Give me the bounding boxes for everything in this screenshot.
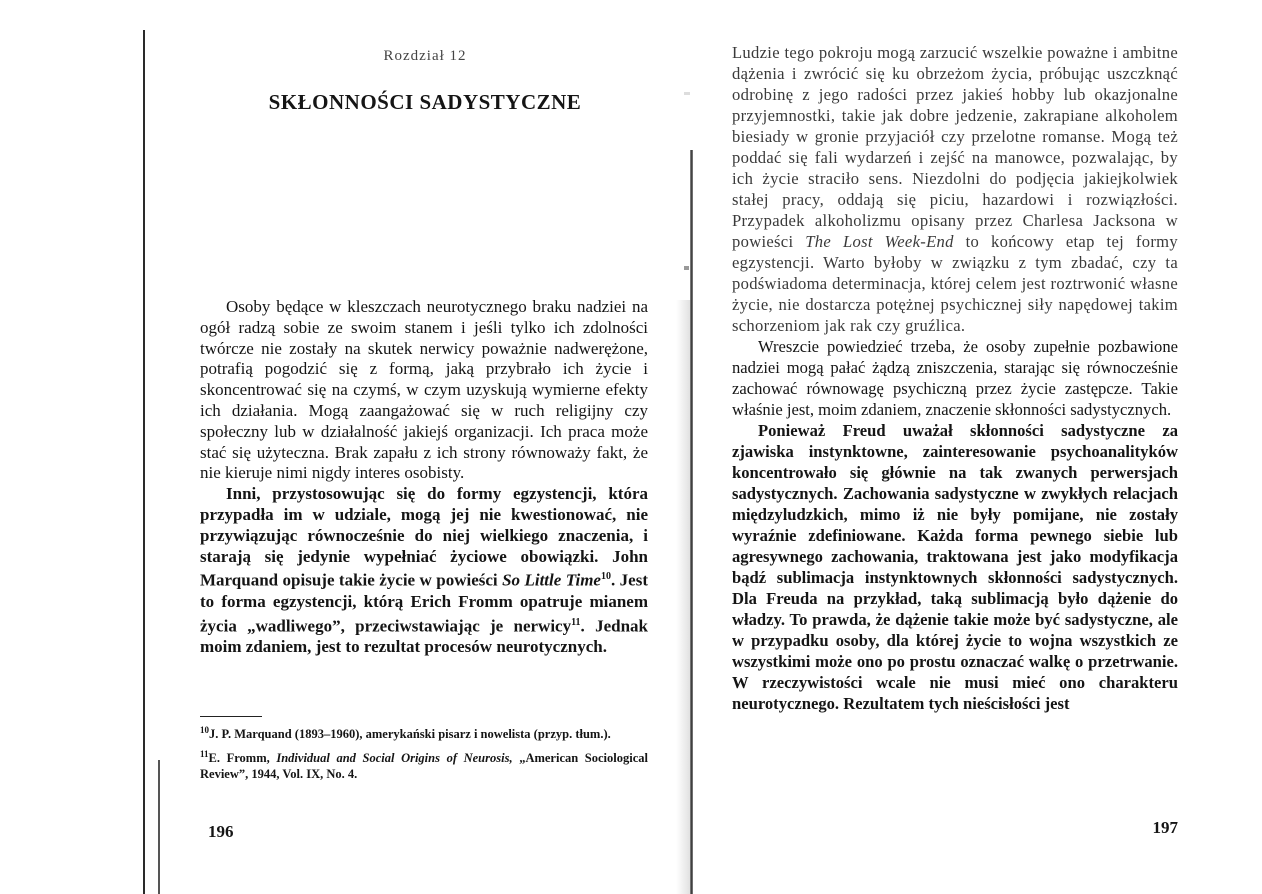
- footnote-number: 11: [200, 749, 209, 760]
- left-paragraph-2-text-b: . Jest to forma egzystencji, którą Erich Fromm opatruje mianem życia „wadliwego”, przeciwstawiając je nerwicy: [200, 571, 648, 636]
- left-page-edge-inner: [158, 760, 160, 894]
- book-title-lost-weekend: The Lost Week-End: [805, 232, 954, 251]
- left-page-body: [200, 297, 648, 658]
- footnote-italic-title: Individual and Social Origins of Neurosis,: [276, 751, 513, 766]
- right-paragraph-1-end: to końcowy etap tej formy egzystencji. Warto byłoby w związku z tym zbadać, czy ta podświadoma determinacja, której celem jest roztrwonić własne życie, nie dostarcza potężnej psychicznej siły napędowej takim schorzeniom jak rak czy gruźlica.: [732, 232, 1178, 335]
- page-number-right: 197: [1152, 818, 1178, 837]
- footnote-10: [200, 722, 648, 742]
- footnote-text: E. Fromm,: [208, 751, 277, 766]
- footnote-text: J. P. Marquand (1893–1960), amerykański pisarz i nowelista (przyp. tłum.).: [209, 727, 611, 742]
- scan-speck: [684, 92, 690, 95]
- footnote-ref-11: 11: [571, 616, 581, 628]
- chapter-title: SKŁONNOŚCI SADYSTYCZNE: [268, 90, 582, 114]
- book-title-so-little-time: So Little Time: [502, 571, 601, 591]
- footnote-rule: [200, 716, 262, 717]
- right-paragraph-3: Ponieważ Freud uważał skłonności sadystyczne za zjawiska instynktowne, zainteresowanie psychoanalityków koncentrowało się głównie na tak zwanych perwersjach sadystycznych. Zachowania sadystyczne w zwykłych relacjach międzyludzkich, mimo iż nie były pomijane, nie zostały wyraźnie zdefiniowane. Każda forma pewnego siebie lub agresywnego zachowania, traktowana jest jako modyfikacja bądź sublimacja instynktownych skłonności sadystycznych. Dla Freuda na przykład, taką sublimacją było dążenie do władzy. To prawda, że dążenie takie może być sadystyczne, ale w przypadku osoby, dla której życie to wojna wszystkich ze wszystkimi może ono po prostu oznaczać walkę o przetrwanie. W rzeczywistości wcale nie musi mieć ono charakteru neurotycznego. Rezultatem tych nieścisłości jest: [732, 421, 1178, 713]
- scan-speck: [684, 266, 689, 270]
- left-paragraph-2-text-c: . Jednak moim zdaniem, jest to rezultat procesów neurotycznych.: [200, 616, 648, 657]
- footnote-text-end: „American Sociological Review”, 1944, Vol. IX, No. 4.: [200, 751, 648, 782]
- footnotes: [200, 722, 648, 786]
- book-gutter: [690, 150, 693, 894]
- right-paragraph-1: [732, 42, 1178, 336]
- left-paragraph-2-text-a: Inni, przystosowując się do formy egzystencji, która przypadła im w udziale, mogą jej nie kwestionować, nie przywiązując równocześnie do niej wielkiego znaczenia, i starają się jedynie wypełniać życiowe obowiązki. John Marquand opisuje takie życie w powieści: [200, 484, 648, 591]
- left-paragraph-1: Osoby będące w kleszczach neurotycznego braku nadziei na ogół radzą sobie ze swoim stanem i jeśli tylko ich zdolności twórcze nie zostały na skutek nerwicy poważnie nadwerężone, potrafią pogodzić się z formą, jaką przybrało ich życie i skoncentrować się na czymś, w czym uzyskują wymierne efekty ich działania. Mogą zaangażować się w ruch religijny czy społeczny lub w działalność jakiejś organizacji. Ich praca może stać się użyteczna. Brak zapału z ich strony równoważy fakt, że nie kieruje nimi nigdy interes osobisty.: [200, 297, 648, 483]
- footnote-number: 10: [200, 725, 209, 735]
- right-paragraph-2: Wreszcie powiedzieć trzeba, że osoby zupełnie pozbawione nadziei mogą pałać żądzą zniszczenia, starając się równocześnie zachować równowagę psychiczną przez życie zastępcze. Takie właśnie jest, moim zdaniem, znaczenie skłonności sadystycznych.: [732, 337, 1178, 419]
- right-paragraph-1-text: Ludzie tego pokroju mogą zarzucić wszelkie poważne i ambitne dążenia i zwrócić się ku obrzeżom życia, próbując uszczknąć odrobinę z jego radości przez jakieś hobby lub okazjonalne przyjemnostki, takie jak dobre jedzenie, zakrapiane alkoholem biesiady w gronie przyjaciół czy przelotne romanse. Mogą też poddać się fali wydarzeń i zejść na manowce, pozwalając, by ich życie straciło sens. Niezdolni do podjęcia jakiejkolwiek stałej pracy, oddają się piciu, hazardowi i rozwiązłości. Przypadek alkoholizmu opisany przez Charlesa Jacksona w powieści: [732, 43, 1178, 251]
- footnote-11: [200, 746, 648, 782]
- left-paragraph-2: [200, 484, 648, 658]
- page-number-left: 196: [208, 822, 234, 841]
- right-page-body: [732, 42, 1178, 714]
- chapter-label: Rozdział 12: [383, 48, 467, 64]
- footnote-ref-10: 10: [600, 571, 611, 583]
- left-page-edge: [143, 30, 145, 894]
